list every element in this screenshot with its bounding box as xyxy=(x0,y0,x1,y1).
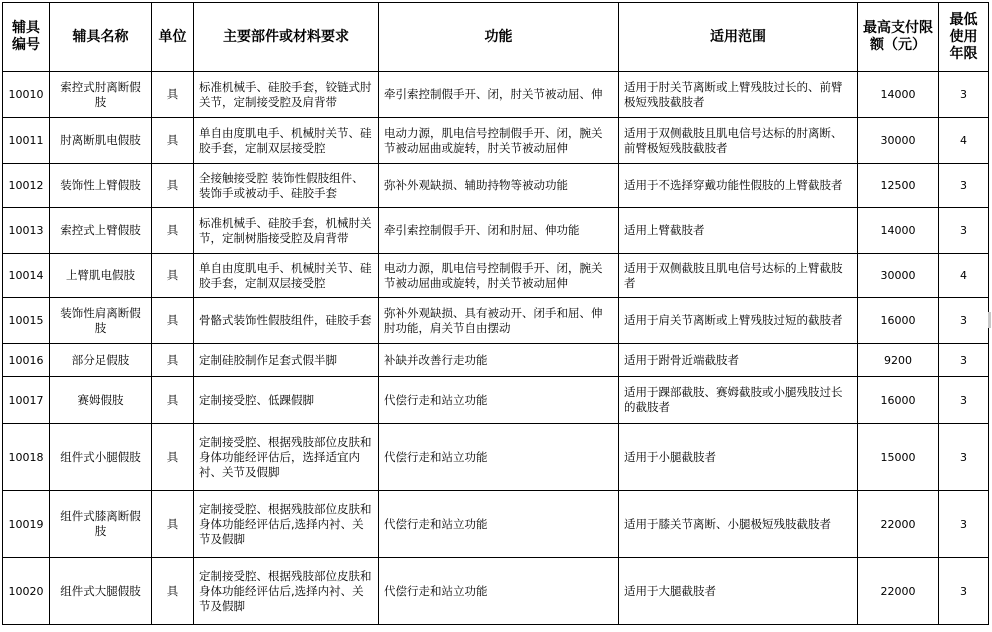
cell-scope: 适用于大腿截肢者 xyxy=(619,558,858,625)
cell-parts: 单自由度肌电手、机械肘关节、硅胶手套，定制双层接受腔 xyxy=(194,254,379,298)
cell-scope: 适用于小腿截肢者 xyxy=(619,424,858,491)
header-limit: 最高支付限额（元） xyxy=(858,3,939,72)
cell-unit: 具 xyxy=(152,491,194,558)
cell-parts: 定制接受腔、低踝假脚 xyxy=(194,377,379,424)
cell-name: 组件式小腿假肢 xyxy=(50,424,152,491)
cell-years: 3 xyxy=(939,491,989,558)
cell-limit: 30000 xyxy=(858,118,939,164)
table-row xyxy=(3,491,989,558)
cell-parts: 定制接受腔、根据残肢部位皮肤和身体功能经评估后,选择内衬、关节及假脚 xyxy=(194,491,379,558)
cell-code: 10016 xyxy=(3,344,50,377)
cell-scope: 适用于跗骨近端截肢者 xyxy=(619,344,858,377)
cell-limit: 14000 xyxy=(858,72,939,118)
header-name: 辅具名称 xyxy=(50,3,152,72)
cell-scope: 适用于膝关节离断、小腿极短残肢截肢者 xyxy=(619,491,858,558)
cell-function: 补缺并改善行走功能 xyxy=(379,344,619,377)
scrollbar-thumb[interactable] xyxy=(988,312,991,328)
cell-limit: 14000 xyxy=(858,208,939,254)
cell-function: 弥补外观缺损、具有被动开、闭手和屈、伸肘功能，肩关节自由摆动 xyxy=(379,298,619,344)
cell-code: 10013 xyxy=(3,208,50,254)
cell-parts: 单自由度肌电手、机械肘关节、硅胶手套，定制双层接受腔 xyxy=(194,118,379,164)
cell-scope: 适用于肩关节离断或上臂残肢过短的截肢者 xyxy=(619,298,858,344)
cell-function: 代偿行走和站立功能 xyxy=(379,558,619,625)
cell-limit: 9200 xyxy=(858,344,939,377)
cell-parts: 骨骼式装饰性假肢组件，硅胶手套 xyxy=(194,298,379,344)
cell-name: 装饰性上臂假肢 xyxy=(50,164,152,208)
header-years: 最低使用年限 xyxy=(939,3,989,72)
cell-parts: 标准机械手、硅胶手套，铰链式肘关节，定制接受腔及肩背带 xyxy=(194,72,379,118)
header-function: 功能 xyxy=(379,3,619,72)
cell-code: 10020 xyxy=(3,558,50,625)
prosthesis-table xyxy=(2,2,989,625)
cell-years: 3 xyxy=(939,558,989,625)
cell-code: 10012 xyxy=(3,164,50,208)
cell-years: 3 xyxy=(939,344,989,377)
cell-years: 3 xyxy=(939,164,989,208)
cell-scope: 适用上臂截肢者 xyxy=(619,208,858,254)
header-parts: 主要部件或材料要求 xyxy=(194,3,379,72)
table-row xyxy=(3,424,989,491)
cell-function: 电动力源，肌电信号控制假手开、闭，腕关节被动屈曲或旋转，肘关节被动屈伸 xyxy=(379,254,619,298)
cell-years: 3 xyxy=(939,208,989,254)
cell-code: 10011 xyxy=(3,118,50,164)
cell-unit: 具 xyxy=(152,118,194,164)
cell-unit: 具 xyxy=(152,164,194,208)
cell-name: 索控式上臂假肢 xyxy=(50,208,152,254)
cell-parts: 定制接受腔、根据残肢部位皮肤和身体功能经评估后,选择内衬、关节及假脚 xyxy=(194,558,379,625)
cell-limit: 16000 xyxy=(858,298,939,344)
cell-limit: 22000 xyxy=(858,491,939,558)
cell-years: 3 xyxy=(939,377,989,424)
cell-function: 牵引索控制假手开、闭和肘屈、伸功能 xyxy=(379,208,619,254)
cell-parts: 标准机械手、硅胶手套，机械肘关节，定制树脂接受腔及肩背带 xyxy=(194,208,379,254)
table-row xyxy=(3,377,989,424)
cell-parts: 定制接受腔、根据残肢部位皮肤和身体功能经评估后，选择适宜内衬、关节及假脚 xyxy=(194,424,379,491)
cell-limit: 30000 xyxy=(858,254,939,298)
cell-unit: 具 xyxy=(152,377,194,424)
cell-limit: 22000 xyxy=(858,558,939,625)
cell-code: 10019 xyxy=(3,491,50,558)
cell-code: 10017 xyxy=(3,377,50,424)
cell-years: 4 xyxy=(939,118,989,164)
cell-years: 3 xyxy=(939,424,989,491)
header-code: 辅具编号 xyxy=(3,3,50,72)
cell-unit: 具 xyxy=(152,254,194,298)
table-row xyxy=(3,298,989,344)
table-row xyxy=(3,254,989,298)
cell-name: 赛姆假肢 xyxy=(50,377,152,424)
table-row xyxy=(3,164,989,208)
cell-parts: 全接触接受腔 装饰性假肢组件、装饰手或被动手、硅胶手套 xyxy=(194,164,379,208)
header-unit: 单位 xyxy=(152,3,194,72)
table-row xyxy=(3,208,989,254)
header-scope: 适用范围 xyxy=(619,3,858,72)
cell-limit: 15000 xyxy=(858,424,939,491)
table-row xyxy=(3,118,989,164)
cell-scope: 适用于踝部截肢、赛姆截肢或小腿残肢过长的截肢者 xyxy=(619,377,858,424)
cell-parts: 定制硅胶制作足套式假半脚 xyxy=(194,344,379,377)
cell-function: 代偿行走和站立功能 xyxy=(379,491,619,558)
cell-limit: 16000 xyxy=(858,377,939,424)
cell-function: 代偿行走和站立功能 xyxy=(379,424,619,491)
cell-function: 牵引索控制假手开、闭，肘关节被动屈、伸 xyxy=(379,72,619,118)
cell-name: 装饰性肩离断假肢 xyxy=(50,298,152,344)
header-row xyxy=(3,3,989,72)
cell-unit: 具 xyxy=(152,208,194,254)
cell-name: 肘离断肌电假肢 xyxy=(50,118,152,164)
cell-scope: 适用于不选择穿戴功能性假肢的上臂截肢者 xyxy=(619,164,858,208)
table-row xyxy=(3,72,989,118)
cell-years: 3 xyxy=(939,72,989,118)
cell-name: 部分足假肢 xyxy=(50,344,152,377)
cell-function: 电动力源，肌电信号控制假手开、闭，腕关节被动屈曲或旋转，肘关节被动屈伸 xyxy=(379,118,619,164)
cell-unit: 具 xyxy=(152,72,194,118)
cell-function: 代偿行走和站立功能 xyxy=(379,377,619,424)
cell-code: 10015 xyxy=(3,298,50,344)
cell-unit: 具 xyxy=(152,344,194,377)
table-row xyxy=(3,344,989,377)
cell-scope: 适用于肘关节离断或上臂残肢过长的、前臂极短残肢截肢者 xyxy=(619,72,858,118)
cell-code: 10010 xyxy=(3,72,50,118)
cell-code: 10018 xyxy=(3,424,50,491)
cell-scope: 适用于双侧截肢且肌电信号达标的上臂截肢者 xyxy=(619,254,858,298)
cell-years: 3 xyxy=(939,298,989,344)
cell-name: 组件式大腿假肢 xyxy=(50,558,152,625)
cell-name: 上臂肌电假肢 xyxy=(50,254,152,298)
cell-function: 弥补外观缺损、辅助持物等被动功能 xyxy=(379,164,619,208)
cell-unit: 具 xyxy=(152,424,194,491)
cell-unit: 具 xyxy=(152,558,194,625)
cell-limit: 12500 xyxy=(858,164,939,208)
table-row xyxy=(3,558,989,625)
cell-years: 4 xyxy=(939,254,989,298)
cell-scope: 适用于双侧截肢且肌电信号达标的肘离断、前臂极短残肢截肢者 xyxy=(619,118,858,164)
cell-name: 索控式肘离断假肢 xyxy=(50,72,152,118)
cell-name: 组件式膝离断假肢 xyxy=(50,491,152,558)
cell-code: 10014 xyxy=(3,254,50,298)
cell-unit: 具 xyxy=(152,298,194,344)
